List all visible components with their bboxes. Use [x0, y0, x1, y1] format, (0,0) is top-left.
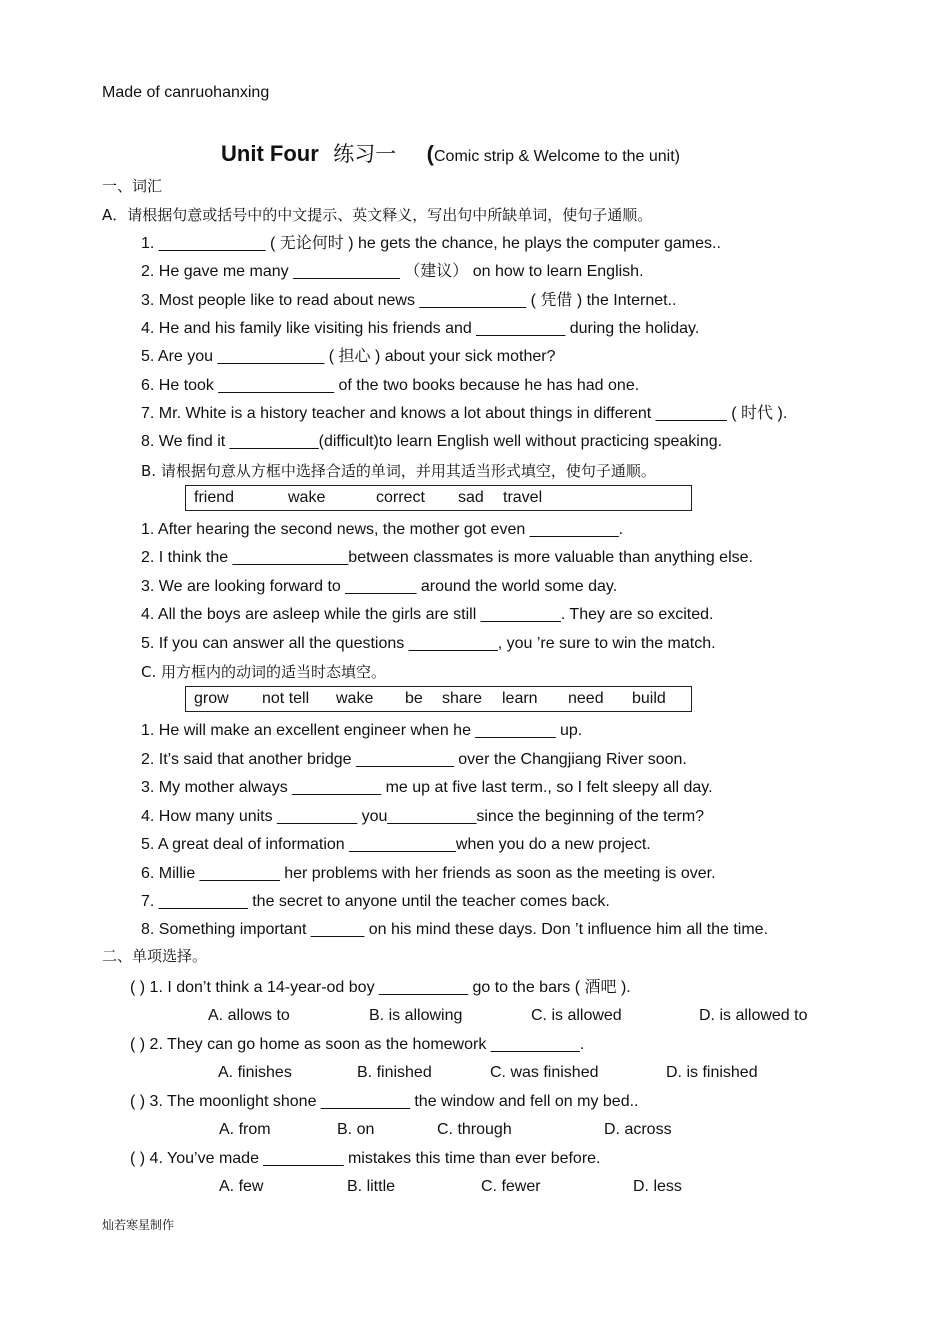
- partC-item-4: 4. How many units _________ you__________since the beginning of the term?: [141, 808, 705, 825]
- partC-word-5: share: [442, 690, 483, 707]
- partC-instruction: C. 用方框内的动词的适当时态填空。: [141, 663, 387, 681]
- partC-item-6: 6. Millie _________ her problems with her friends as soon as the meeting is over.: [141, 865, 716, 882]
- partA-item-1: 1. ____________ ( 无论何时 ) he gets the chance, he plays the computer games..: [141, 235, 721, 252]
- section2-heading: 二、单项选择。: [102, 947, 208, 965]
- question-1-option-a: A. allows to: [208, 1007, 290, 1024]
- question-3-option-b: B. on: [337, 1121, 375, 1138]
- partB-word-5: travel: [503, 489, 543, 506]
- partB-item-5: 5. If you can answer all the questions __________, you ’re sure to win the match.: [141, 635, 716, 652]
- partC-item-1: 1. He will make an excellent engineer when he _________ up.: [141, 722, 583, 739]
- partC-word-6: learn: [502, 690, 538, 707]
- partB-instruction: B. 请根据句意从方框中选择合适的单词，并用其适当形式填空，使句子通顺。: [141, 462, 656, 480]
- question-1-stem: ( ) 1. I don’t think a 14-year-od boy __________ go to the bars ( 酒吧 ).: [130, 979, 631, 996]
- partA-item-7: 7. Mr. White is a history teacher and knows a lot about things in different ________ ( 时代 ).: [141, 405, 788, 422]
- question-2-option-b: B. finished: [357, 1064, 432, 1081]
- question-4-option-d: D. less: [633, 1178, 682, 1195]
- partB-word-2: wake: [288, 489, 326, 506]
- partB-item-4: 4. All the boys are asleep while the girls are still _________. They are so excited.: [141, 606, 714, 623]
- question-1-option-b: B. is allowing: [369, 1007, 463, 1024]
- question-3-option-d: D. across: [604, 1121, 672, 1138]
- section1-heading: 一、词汇: [102, 177, 163, 195]
- question-4-option-c: C. fewer: [481, 1178, 541, 1195]
- partA-instruction: A．请根据句意或括号中的中文提示、英文释义，写出句中所缺单词，使句子通顺。: [102, 206, 653, 224]
- partA-item-4: 4. He and his family like visiting his friends and __________ during the holiday.: [141, 320, 700, 337]
- title-paren: (: [426, 141, 434, 166]
- partB-word-box: [185, 485, 692, 511]
- partC-word-box: [185, 686, 692, 712]
- partC-word-3: wake: [336, 690, 374, 707]
- partA-item-5: 5. Are you ____________ ( 担心 ) about your sick mother?: [141, 348, 556, 365]
- partA-item-3: 3. Most people like to read about news ____________ ( 凭借 ) the Internet..: [141, 292, 677, 309]
- partB-item-3: 3. We are looking forward to ________ around the world some day.: [141, 578, 618, 595]
- question-2-option-a: A. finishes: [218, 1064, 292, 1081]
- question-1-option-c: C. is allowed: [531, 1007, 622, 1024]
- partC-item-2: 2. It’s said that another bridge ___________ over the Changjiang River soon.: [141, 751, 687, 768]
- title-cn: 练习一: [333, 142, 397, 166]
- question-4-stem: ( ) 4. You’ve made _________ mistakes this time than ever before.: [130, 1150, 601, 1167]
- partB-word-3: correct: [376, 489, 425, 506]
- question-4-option-a: A. few: [219, 1178, 264, 1195]
- partB-item-2: 2. I think the _____________between classmates is more valuable than anything else.: [141, 549, 753, 566]
- partA-item-6: 6. He took _____________ of the two books because he has had one.: [141, 377, 640, 394]
- partC-word-4: be: [405, 690, 423, 707]
- partC-word-2: not tell: [262, 690, 310, 707]
- question-2-stem: ( ) 2. They can go home as soon as the homework __________.: [130, 1036, 585, 1053]
- footer-text: 灿若寒星制作: [102, 1218, 175, 1232]
- partC-word-1: grow: [194, 690, 229, 707]
- partC-item-8: 8. Something important ______ on his mind these days. Don ’t influence him all the time.: [141, 921, 769, 938]
- partA-item-8: 8. We find it __________(difficult)to learn English well without practicing speaking.: [141, 433, 723, 450]
- question-3-stem: ( ) 3. The moonlight shone __________ the window and fell on my bed..: [130, 1093, 639, 1110]
- partA-item-2: 2. He gave me many ____________ （建议） on how to learn English.: [141, 263, 644, 280]
- partB-word-4: sad: [458, 489, 484, 506]
- partB-item-1: 1. After hearing the second news, the mother got even __________.: [141, 521, 624, 538]
- question-1-option-d: D. is allowed to: [699, 1007, 808, 1024]
- partC-item-3: 3. My mother always __________ me up at five last term., so I felt sleepy all day.: [141, 779, 713, 796]
- partC-word-7: need: [568, 690, 604, 707]
- question-4-option-b: B. little: [347, 1178, 396, 1195]
- title-main: Unit Four: [221, 141, 319, 166]
- partC-item-5: 5. A great deal of information ____________when you do a new project.: [141, 836, 651, 853]
- partB-word-1: friend: [194, 489, 235, 506]
- partC-item-7: 7. __________ the secret to anyone until the teacher comes back.: [141, 893, 610, 910]
- header-source: Made of canruohanxing: [102, 84, 270, 101]
- question-3-option-c: C. through: [437, 1121, 512, 1138]
- question-2-option-c: C. was finished: [490, 1064, 599, 1081]
- question-3-option-a: A. from: [219, 1121, 271, 1138]
- page-title: [221, 141, 680, 170]
- question-2-option-d: D. is finished: [666, 1064, 758, 1081]
- partC-word-8: build: [632, 690, 666, 707]
- title-sub: Comic strip & Welcome to the unit): [434, 148, 681, 165]
